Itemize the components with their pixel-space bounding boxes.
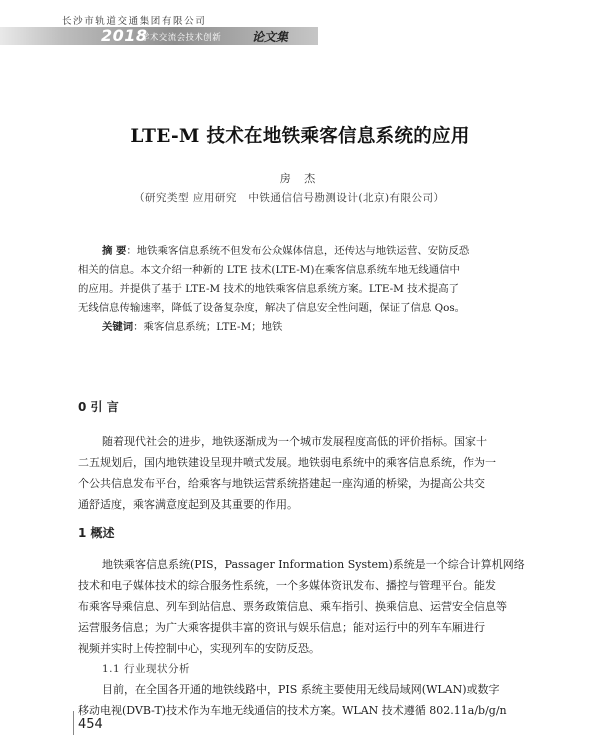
body-line: 通舒适度，乘客满意度起到及其重要的作用。	[78, 498, 298, 511]
body-line: 移动电视(DVB-T)技术作为车地无线通信的技术方案。WLAN 技术遵循 802.11a/b/g/n	[78, 704, 507, 717]
keywords-text: ：乘客信息系统；LTE-M；地铁	[133, 321, 283, 333]
header-company: 长沙市轨道交通集团有限公司	[62, 16, 207, 27]
section-heading-intro: 0 引 言	[78, 400, 119, 414]
body-line: 目前，在全国各开通的地铁线路中，PIS 系统主要使用无线局域网(WLAN)或数字	[102, 683, 500, 696]
abstract-line: 无线信息传输速率，降低了设备复杂度，解决了信息安全性问题，保证了信息 Qos。	[78, 302, 466, 314]
abstract-label: 摘 要	[102, 245, 127, 257]
body-line: 技术和电子媒体技术的综合服务性系统，一个多媒体资讯发布、播控与管理平台。能发	[78, 579, 496, 592]
abstract-line: 的应用。并提供了基于 LTE-M 技术的地铁乘客信息系统方案。LTE-M 技术提高了	[78, 283, 460, 295]
header-year: 2018	[101, 26, 148, 45]
page-divider	[73, 711, 74, 735]
body-line: 地铁乘客信息系统(PIS，Passager Information System)系统是一个综合计算机网络	[102, 558, 525, 571]
affiliation: （研究类型 应用研究 中铁通信信号勘测设计(北京)有限公司）	[134, 192, 445, 204]
keywords-line	[102, 318, 282, 333]
subsection-heading: 1.1 行业现状分析	[102, 663, 191, 675]
paper-title: LTE-M 技术在地铁乘客信息系统的应用	[130, 126, 470, 147]
keywords-label: 关键词	[102, 321, 134, 333]
body-line: 布乘客导乘信息、列车到站信息、票务政策信息、乘车指引、换乘信息、运营安全信息等	[78, 600, 507, 613]
body-line: 二五规划后，国内地铁建设呈现井喷式发展。地铁弱电系统中的乘客信息系统，作为一	[78, 456, 496, 469]
body-line: 个公共信息发布平台，给乘客与地铁运营系统搭建起一座沟通的桥梁，为提高公共交	[78, 477, 485, 490]
body-line: 运营服务信息；为广大乘客提供丰富的资讯与娱乐信息；能对运行中的列车车厢进行	[78, 621, 485, 634]
abstract-line: 相关的信息。本文介绍一种新的 LTE 技术(LTE-M)在乘客信息系统车地无线通信中	[78, 264, 460, 276]
abstract-line: 摘 要：地铁乘客信息系统不但发布公众媒体信息，还传达与地铁运营、安防反恐	[102, 245, 470, 257]
author-name: 房 杰	[279, 172, 321, 185]
section-heading-overview: 1 概述	[78, 526, 115, 540]
body-line: 随着现代社会的进步，地铁逐渐成为一个城市发展程度高低的评价指标。国家十	[102, 435, 487, 448]
header-subtitle: 学术交流会技术创新	[141, 33, 222, 43]
header-collection: 论文集	[252, 30, 289, 44]
page-number: 454	[78, 717, 103, 732]
body-line: 视频并实时上传控制中心，实现列车的安防反恐。	[78, 642, 320, 655]
